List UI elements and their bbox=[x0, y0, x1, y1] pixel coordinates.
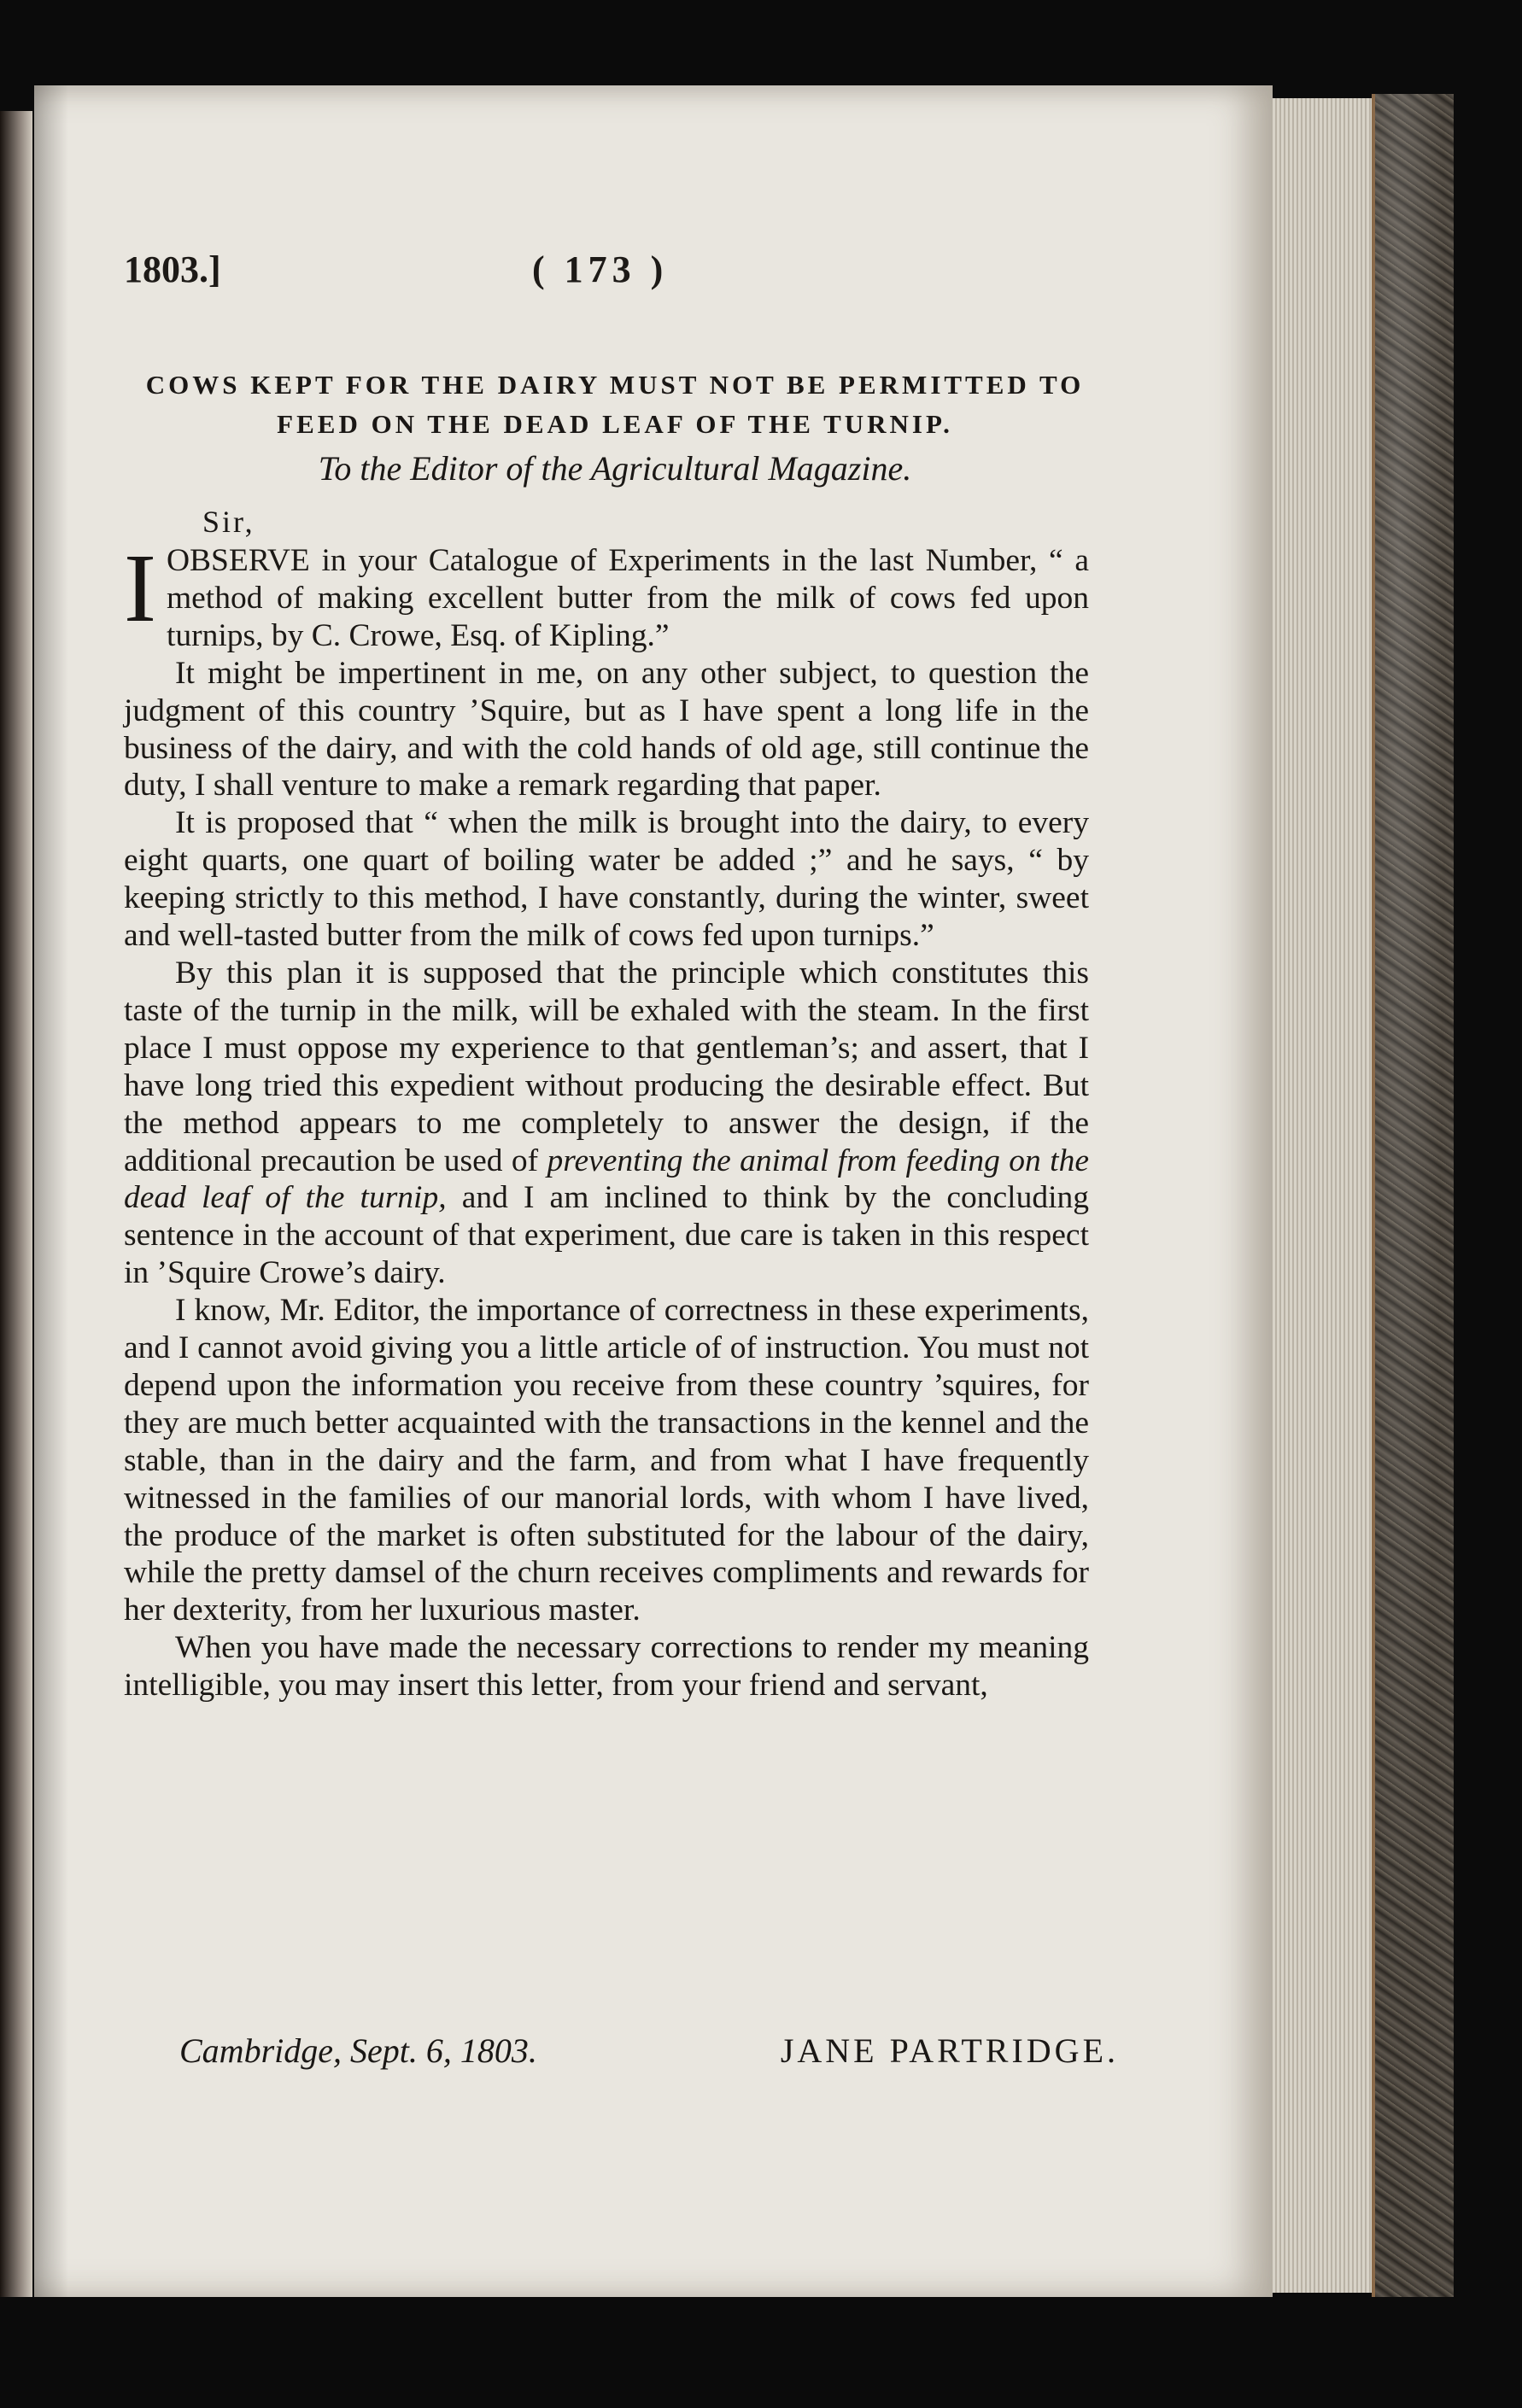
marbled-cover bbox=[1372, 94, 1454, 2297]
to-the-editor: To the Editor of the Agricultural Magazine. bbox=[318, 449, 912, 488]
paragraph-4-text-a: By this plan it is supposed that the principle which constitutes this taste of the turnip in the milk, will be exhaled with the steam. In the first place I must oppose my experience to that gentleman’s; and assert, that I have long tried this expedient without producing the desirable effect. But the method appears to me completely to answer the design, if the additional precaution be used of bbox=[124, 955, 1089, 1178]
paragraph-4-italic: preventing the animal from feeding on the dead leaf of the turnip, bbox=[124, 1143, 1089, 1216]
running-header bbox=[124, 248, 1106, 299]
gutter-shadow bbox=[34, 85, 68, 2297]
signature-line bbox=[179, 2031, 1119, 2082]
title-line-2: FEED ON THE DEAD LEAF OF THE TURNIP. bbox=[277, 409, 953, 439]
salutation-sir: Sir, bbox=[202, 505, 255, 539]
paragraph-1 bbox=[124, 534, 1089, 655]
page-edges bbox=[1273, 98, 1375, 2293]
place-date: Cambridge, Sept. 6, 1803. bbox=[179, 2031, 537, 2070]
page-number: ( 173 ) bbox=[532, 248, 669, 290]
paragraph-2: It might be impertinent in me, on any other subject, to question the judgment of this country ’Squire, but as I have spent a long life in the business of the dairy, and with the cold hands of old age, still continue the duty, I shall venture to make a remark regarding that paper. bbox=[124, 655, 1089, 804]
paragraph-4-text-b: and I am inclined to think by the concluding sentence in the account of that experiment, due care is taken in this respect in ’Squire Crowe’s dairy. bbox=[124, 1180, 1089, 1291]
title-line-1: COWS KEPT FOR THE DAIRY MUST NOT BE PERMITTED TO bbox=[145, 370, 1085, 400]
drop-cap: I bbox=[124, 534, 156, 642]
paragraph-4 bbox=[124, 955, 1089, 1292]
paragraph-6: When you have made the necessary corrections to render my meaning intelligible, you may insert this letter, from your friend and servant, bbox=[124, 1630, 1089, 1704]
left-page-edge bbox=[0, 111, 32, 2297]
header-year: 1803.] bbox=[124, 248, 221, 290]
paragraph-3: It is proposed that “ when the milk is brought into the dairy, to every eight quarts, one quart of boiling water be added ;” and he says, “ by keeping strictly to this method, I have constantly, during the winter, sweet and well-tasted butter from the milk of cows fed upon turnips.” bbox=[124, 805, 1089, 954]
letter-body bbox=[124, 534, 1089, 1704]
signer-name: JANE PARTRIDGE. bbox=[780, 2031, 1119, 2070]
paragraph-1-text: OBSERVE in your Catalogue of Experiments in the last Number, “ a method of making excellent butter from the milk of cows fed upon turnips, by C. Crowe, Esq. of Kipling.” bbox=[166, 543, 1089, 653]
paragraph-5: I know, Mr. Editor, the importance of correctness in these experiments, and I cannot avoid giving you a little article of of instruction. You must not depend upon the information you receive from these country ’squires, for they are much better acquainted with the transactions in the kennel and the stable, than in the dairy and the farm, and from what I have frequently witnessed in the families of our manorial lords, with whom I have lived, the produce of the market is often substituted for the labour of the dairy, while the pretty damsel of the churn receives compliments and rewards for her dexterity, from her luxurious master. bbox=[124, 1293, 1089, 1628]
article-title bbox=[124, 365, 1106, 444]
